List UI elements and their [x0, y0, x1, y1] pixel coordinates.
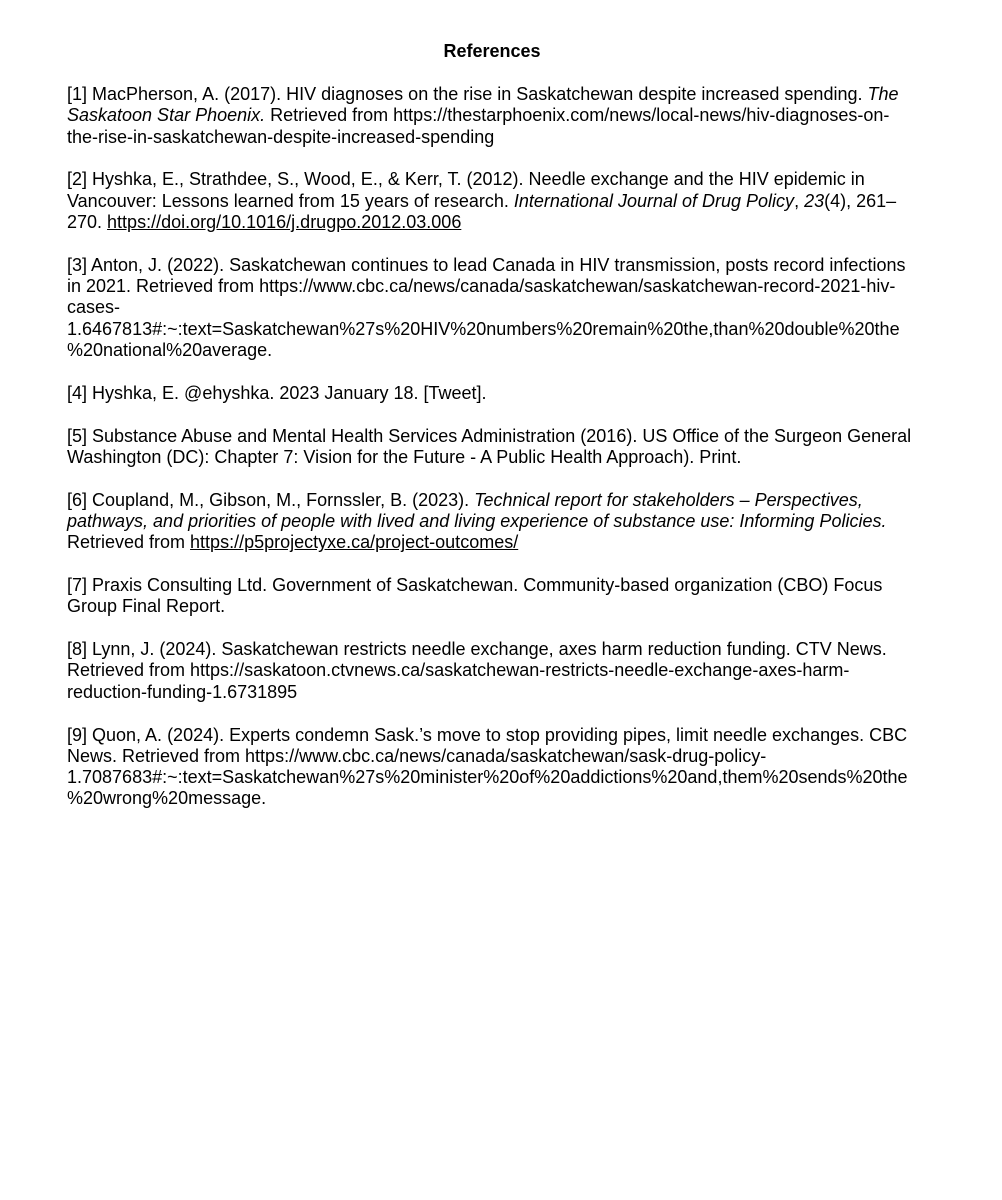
reference-6-title: Technical report for stakeholders – Perspectives, pathways, and priorities of people with lived and living experience of substance use: Informing Policies. — [67, 489, 887, 531]
reference-6-prefix: [6] Coupland, M., Gibson, M., Fornssler, B. (2023). — [67, 489, 475, 510]
reference-6-link[interactable]: https://p5projectyxe.ca/project-outcomes/ — [190, 532, 519, 553]
reference-2-doi-link[interactable]: https://doi.org/10.1016/j.drugpo.2012.03.006 — [107, 211, 462, 232]
reference-1 — [67, 84, 912, 148]
reference-2 — [67, 169, 912, 233]
reference-2-volume: 23 — [804, 190, 825, 211]
reference-8: [8] Lynn, J. (2024). Saskatchewan restricts needle exchange, axes harm reduction funding. CTV News. Retrieved from https://saskatoon.ctvnews.ca/saskatchewan-restricts-needle-exchange-axes-harm-reduction-funding-1.6731895 — [67, 639, 887, 702]
reference-2-issue-pages: (4), 261–270. — [67, 190, 897, 232]
reference-2-journal: International Journal of Drug Policy — [513, 190, 795, 211]
reference-2-sep: , — [794, 190, 805, 211]
reference-6-retrieved: Retrieved from — [67, 532, 191, 553]
reference-9: [9] Quon, A. (2024). Experts condemn Sask.’s move to stop providing pipes, limit needle exchanges. CBC News. Retrieved from https://www.cbc.ca/news/canada/saskatchewan/sask-drug-policy-1.7087683#:~:text=Saskatchewan%27s%20minister%20of%20addictions%20and,them%20sends%20the%20wrong%20message. — [67, 724, 908, 809]
reference-1-prefix: [1] MacPherson, A. (2017). HIV diagnoses on the rise in Saskatchewan despite increased spending. — [67, 84, 868, 104]
reference-1-journal: The Saskatoon Star Phoenix. — [67, 84, 899, 126]
reference-1-suffix: Retrieved from https://thestarphoenix.com/news/local-news/hiv-diagnoses-on-the-rise-in-saskatchewan-despite-increased-spending — [67, 105, 890, 147]
reference-6 — [67, 490, 912, 554]
reference-2-prefix: [2] Hyshka, E., Strathdee, S., Wood, E., & Kerr, T. (2012). Needle exchange and the HIV epidemic in Vancouver: Lessons learned from 15 years of research. — [67, 169, 865, 211]
reference-5: [5] Substance Abuse and Mental Health Services Administration (2016). US Office of the Surgeon General Washington (DC): Chapter 7: Vision for the Future - A Public Health Approach). Print. — [67, 425, 912, 467]
reference-3: [3] Anton, J. (2022). Saskatchewan continues to lead Canada in HIV transmission, posts record infections in 2021. Retrieved from https://www.cbc.ca/news/canada/saskatchewan/saskatchewan-record-2021-hiv-cases-1.6467813#:~:text=Saskatchewan%27s%20HIV%20numbers%20remain%20the,than%20double%20the%20national%20average. — [67, 254, 906, 360]
reference-4: [4] Hyshka, E. @ehyshka. 2023 January 18. [Tweet]. — [67, 382, 487, 403]
references-page — [67, 40, 912, 831]
page-title: References — [443, 41, 541, 61]
reference-7: [7] Praxis Consulting Ltd. Government of Saskatchewan. Community-based organization (CBO) Focus Group Final Report. — [67, 575, 883, 617]
